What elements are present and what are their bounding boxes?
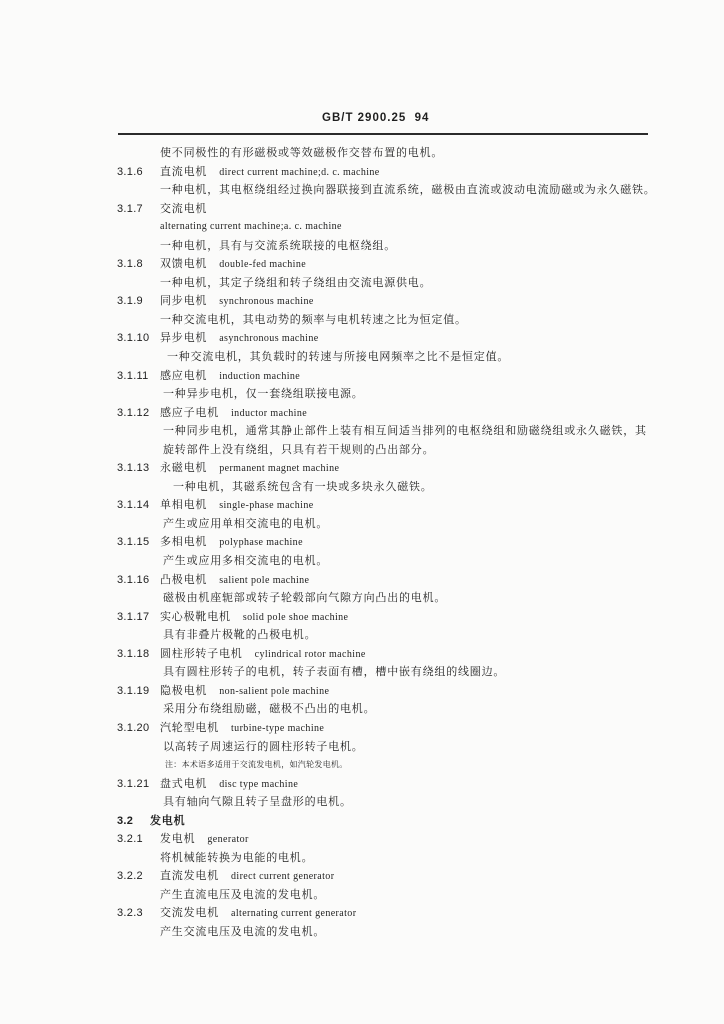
definition-line [117, 552, 707, 571]
term-english: direct current machine;d. c. machine [219, 166, 380, 178]
term-chinese: 直流发电机 [160, 869, 219, 883]
term-english: polyphase machine [219, 537, 303, 549]
section-title: 发电机 [150, 813, 186, 827]
definition-line [117, 181, 707, 200]
term-chinese: 发电机 [160, 832, 196, 846]
entry-heading [117, 645, 707, 664]
definition-line [117, 515, 707, 534]
definition-text: 使不同极性的有形磁极或等效磁极作交替布置的电机。 [160, 146, 444, 159]
definition-line [117, 700, 707, 719]
entry-number: 3.2.2 [117, 870, 143, 883]
definition-text: 产生或应用单相交流电的电机。 [163, 516, 329, 530]
definition-line [117, 311, 707, 330]
entry-heading [117, 404, 707, 423]
definition-text: 具有轴向气隙且转子呈盘形的电机。 [163, 795, 352, 809]
definition-line [117, 422, 707, 441]
term-chinese: 同步电机 [160, 294, 208, 308]
term-english: direct current generator [231, 871, 335, 883]
definition-text: 产生交流电压及电流的发电机。 [160, 924, 326, 938]
term-english: double-fed machine [219, 259, 307, 271]
term-chinese: 感应子电机 [160, 405, 219, 419]
entry-heading [117, 292, 707, 311]
entry-number: 3.1.21 [117, 777, 150, 790]
entry-number: 3.1.11 [117, 369, 149, 382]
entry-heading [117, 459, 707, 478]
term-chinese: 单相电机 [160, 498, 208, 512]
definition-line [117, 626, 707, 645]
term-english: generator [207, 834, 249, 846]
definition-text: 采用分布绕组励磁，磁极不凸出的电机。 [163, 702, 376, 716]
entry-heading [117, 719, 707, 738]
term-english: synchronous machine [219, 296, 314, 308]
section-heading [117, 812, 707, 831]
entry-number: 3.1.8 [117, 258, 143, 271]
definition-text: 一种同步电机，通常其静止部件上装有相互间适当排列的电枢绕组和励磁绕组或永久磁铁，其 [163, 424, 647, 438]
definition-line [117, 738, 707, 757]
term-chinese: 永磁电机 [160, 461, 208, 475]
definition-line [117, 923, 707, 942]
entry-number: 3.1.16 [117, 573, 150, 586]
term-english: asynchronous machine [219, 333, 319, 345]
definition-text: 一种交流电机，其负载时的转速与所接电网频率之比不是恒定值。 [167, 350, 510, 364]
term-chinese: 汽轮型电机 [160, 720, 219, 734]
entry-heading [117, 608, 707, 627]
entry-number: 3.1.12 [117, 406, 150, 419]
entry-heading [117, 830, 707, 849]
definition-text: 产生直流电压及电流的发电机。 [160, 887, 326, 901]
definition-line [117, 849, 707, 868]
definition-line [117, 886, 707, 905]
term-english: non-salient pole machine [219, 685, 330, 697]
entry-heading [117, 867, 707, 886]
entry-heading [117, 255, 707, 274]
definition-text: 一种异步电机，仅一套绕组联接电源。 [163, 387, 364, 401]
entry-number: 3.1.7 [117, 202, 143, 215]
definition-text: 旋转部件上没有绕组，只具有若干规则的凸出部分。 [163, 442, 435, 456]
term-chinese: 多相电机 [160, 535, 208, 549]
definition-line [117, 385, 707, 404]
header-rule [118, 133, 648, 135]
definition-line [117, 478, 707, 497]
term-chinese: 双馈电机 [160, 257, 208, 271]
term-chinese: 感应电机 [160, 368, 208, 382]
definition-text: 一种电机，其定子绕组和转子绕组由交流电源供电。 [160, 275, 432, 289]
note-line [117, 756, 707, 775]
entry-number: 3.1.9 [117, 295, 143, 308]
definition-text: 一种交流电机，其电动势的频率与电机转速之比为恒定值。 [160, 312, 467, 326]
standard-code-header: GB/T 2900.25 94 [322, 112, 430, 124]
term-chinese: 圆柱形转子电机 [160, 646, 243, 660]
definition-text: 一种电机，其电枢绕组经过换向器联接到直流系统，磁极由直流或波动电流励磁或为永久磁铁。 [160, 183, 656, 197]
term-english: single-phase machine [219, 500, 314, 512]
entry-number: 3.2.1 [117, 833, 143, 846]
entry-heading [117, 775, 707, 794]
section-number: 3.2 [117, 814, 134, 827]
term-chinese: 隐极电机 [160, 683, 208, 697]
definition-line [117, 441, 707, 460]
entry-heading [117, 200, 707, 219]
note-text: 注：本术语多适用于交流发电机，如汽轮发电机。 [165, 760, 348, 770]
definition-text: 以高转子周速运行的圆柱形转子电机。 [163, 739, 364, 753]
entry-number: 3.1.6 [117, 165, 143, 178]
entry-heading [117, 329, 707, 348]
entry-heading [117, 904, 707, 923]
entry-number: 3.1.20 [117, 721, 150, 734]
term-english: salient pole machine [219, 574, 310, 586]
term-english: induction machine [219, 370, 301, 382]
definition-line [117, 589, 707, 608]
definition-text: 磁极由机座轭部或转子轮毂部向气隙方向凸出的电机。 [163, 591, 447, 605]
definition-line [117, 274, 707, 293]
definition-text: 产生或应用多相交流电的电机。 [163, 554, 329, 568]
definition-text: 将机械能转换为电能的电机。 [160, 850, 314, 864]
entry-heading [117, 496, 707, 515]
term-english: alternating current generator [231, 908, 357, 920]
term-english: alternating current machine;a. c. machine [160, 221, 342, 233]
definition-line [117, 663, 707, 682]
entry-heading [117, 682, 707, 701]
definition-text: 一种电机，具有与交流系统联接的电枢绕组。 [160, 238, 396, 252]
entry-heading [117, 533, 707, 552]
entry-number: 3.1.18 [117, 647, 150, 660]
term-english: solid pole shoe machine [242, 611, 349, 623]
term-chinese: 盘式电机 [160, 776, 208, 790]
term-english: turbine-type machine [231, 722, 325, 734]
definition-line [117, 793, 707, 812]
entry-number: 3.1.17 [117, 610, 150, 623]
term-english: inductor machine [231, 407, 308, 419]
term-chinese: 交流电机 [160, 201, 208, 215]
term-english-line [117, 218, 707, 237]
term-chinese: 交流发电机 [160, 906, 219, 920]
term-chinese: 凸极电机 [160, 572, 208, 586]
entry-number: 3.1.19 [117, 684, 150, 697]
entry-heading [117, 571, 707, 590]
definition-text: 具有非叠片极靴的凸极电机。 [163, 628, 317, 642]
document-body [117, 144, 707, 942]
entry-heading [117, 163, 707, 182]
definition-line [117, 237, 707, 256]
term-chinese: 异步电机 [160, 331, 208, 345]
entry-number: 3.2.3 [117, 907, 143, 920]
entry-number: 3.1.13 [117, 462, 150, 475]
entry-number: 3.1.14 [117, 499, 150, 512]
entry-number: 3.1.10 [117, 332, 150, 345]
term-chinese: 直流电机 [160, 164, 208, 178]
entry-heading [117, 367, 707, 386]
definition-text: 具有圆柱形转子的电机，转子表面有槽，槽中嵌有绕组的线圈边。 [163, 665, 506, 679]
entry-number: 3.1.15 [117, 536, 150, 549]
term-english: disc type machine [219, 778, 299, 790]
term-english: cylindrical rotor machine [254, 648, 366, 660]
definition-text: 一种电机，其磁系统包含有一块或多块永久磁铁。 [173, 479, 433, 493]
definition-line [117, 348, 707, 367]
term-english: permanent magnet machine [219, 463, 340, 475]
continuation-line [117, 144, 707, 163]
term-chinese: 实心极靴电机 [160, 609, 231, 623]
